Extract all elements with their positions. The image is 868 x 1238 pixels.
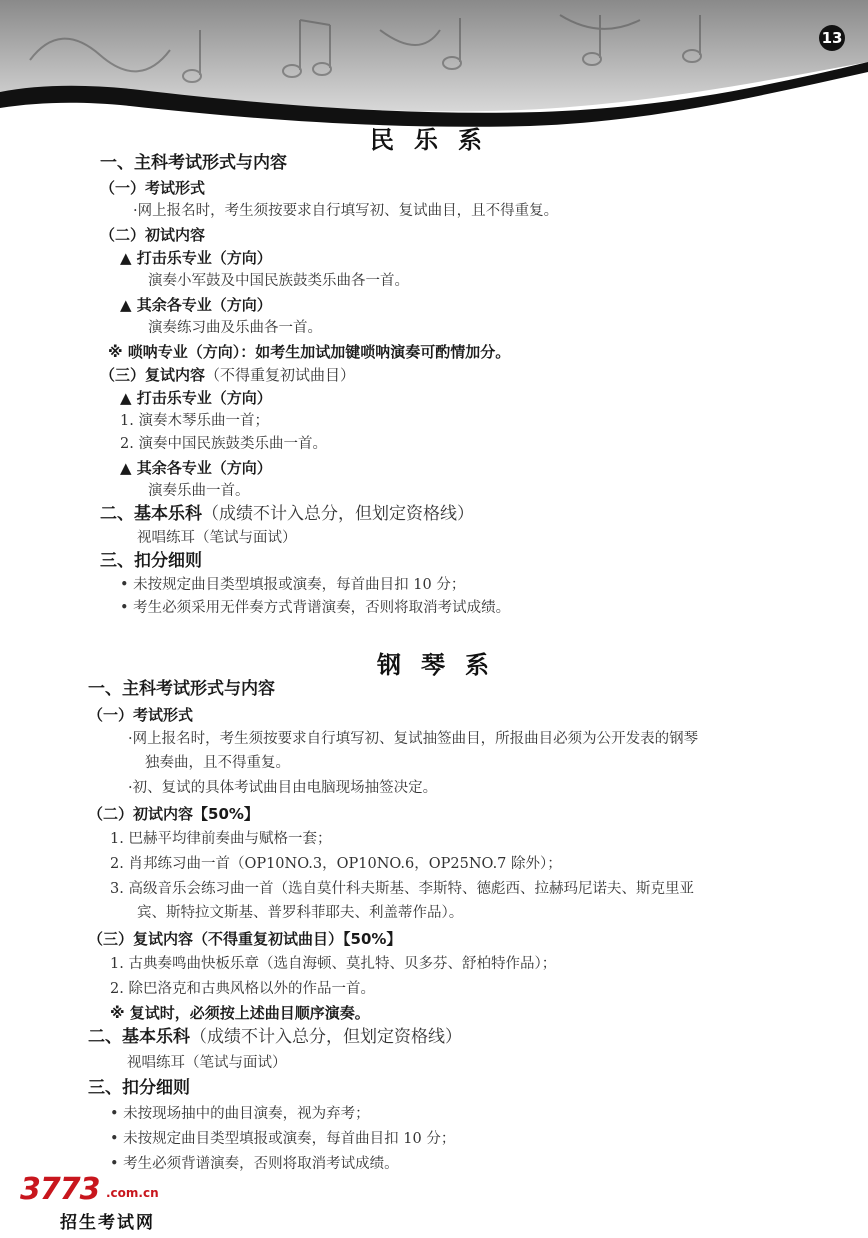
subsection-heading: （三）复试内容（不得重复初试曲目） (100, 366, 356, 384)
bullet-text: ·初、复试的具体考试曲目由电脑现场抽签决定。 (128, 780, 438, 796)
logo-subtitle: 招生考试网 (60, 1213, 155, 1233)
header-banner (0, 0, 868, 140)
logo-number: 3773 (20, 1172, 100, 1207)
list-item: 2. 除巴洛克和古典风格以外的作品一首。 (110, 981, 375, 997)
list-item: • 未按现场抽中的曲目演奏，视为弃考； (110, 1106, 370, 1122)
subsection-heading: （一）考试形式 (88, 706, 194, 724)
section-heading: 一、主科考试形式与内容 (100, 153, 287, 173)
list-item: 2. 肖邦练习曲一首（OP10NO.3，OP10NO.6，OP25NO.7 除外）； (110, 856, 562, 872)
section-heading: 二、基本乐科（成绩不计入总分，但划定资格线） (100, 504, 474, 524)
list-item: 2. 演奏中国民族鼓类乐曲一首。 (120, 436, 327, 452)
list-item: • 未按规定曲目类型填报或演奏，每首曲目扣 10 分； (110, 1131, 456, 1147)
section-heading: 三、扣分细则 (100, 551, 202, 571)
list-item: 1. 演奏木琴乐曲一首； (120, 413, 269, 429)
body-text: 演奏小军鼓及中国民族鼓类乐曲各一首。 (148, 273, 409, 289)
body-text: 视唱练耳（笔试与面试） (137, 530, 297, 546)
major-heading: ▲ 其余各专业（方向） (120, 296, 272, 314)
list-item: • 考生必须背谱演奏，否则将取消考试成绩。 (110, 1156, 399, 1172)
body-text: 演奏练习曲及乐曲各一首。 (148, 320, 322, 336)
site-logo[interactable] (20, 1172, 180, 1232)
section-heading: 一、主科考试形式与内容 (88, 679, 275, 699)
list-item: • 未按规定曲目类型填报或演奏，每首曲目扣 10 分； (120, 577, 466, 593)
department-title-minyue: 民乐系 (370, 126, 502, 154)
note-text: ※ 复试时，必须按上述曲目顺序演奏。 (110, 1004, 370, 1022)
section-heading: 三、扣分细则 (88, 1078, 190, 1098)
bullet-text: ·网上报名时，考生须按要求自行填写初、复试抽签曲目，所报曲目必须为公开发表的钢琴 (128, 731, 699, 747)
department-title-gangqin: 钢琴系 (377, 651, 509, 679)
page-number-badge: 13 (819, 25, 845, 51)
list-item: 宾、斯特拉文斯基、普罗科菲耶夫、利盖蒂作品）。 (137, 905, 464, 921)
subsection-heading: （二）初试内容【50%】 (88, 805, 259, 823)
major-heading: ▲ 打击乐专业（方向） (120, 389, 272, 407)
list-item: • 考生必须采用无伴奏方式背谱演奏，否则将取消考试成绩。 (120, 600, 511, 616)
list-item: 1. 古典奏鸣曲快板乐章（选自海顿、莫扎特、贝多芬、舒柏特作品）； (110, 956, 557, 972)
major-heading: ▲ 其余各专业（方向） (120, 459, 272, 477)
bullet-text: 独奏曲，且不得重复。 (145, 755, 290, 771)
major-heading: ▲ 打击乐专业（方向） (120, 249, 272, 267)
subsection-heading: （三）复试内容（不得重复初试曲目）【50%】 (88, 930, 402, 948)
bullet-text: ·网上报名时，考生须按要求自行填写初、复试曲目，且不得重复。 (133, 203, 559, 219)
list-item: 3. 高级音乐会练习曲一首（选自莫什科夫斯基、李斯特、德彪西、拉赫玛尼诺夫、斯克里亚 (110, 881, 694, 897)
note-text: ※ 唢呐专业（方向）：如考生加试加键唢呐演奏可酌情加分。 (108, 343, 511, 361)
body-text: 演奏乐曲一首。 (148, 483, 250, 499)
subsection-heading: （一）考试形式 (100, 179, 206, 197)
subsection-heading: （二）初试内容 (100, 226, 206, 244)
section-heading: 二、基本乐科（成绩不计入总分，但划定资格线） (88, 1027, 462, 1047)
body-text: 视唱练耳（笔试与面试） (127, 1055, 287, 1071)
logo-domain: .com.cn (106, 1186, 159, 1200)
list-item: 1. 巴赫平均律前奏曲与赋格一套； (110, 831, 332, 847)
